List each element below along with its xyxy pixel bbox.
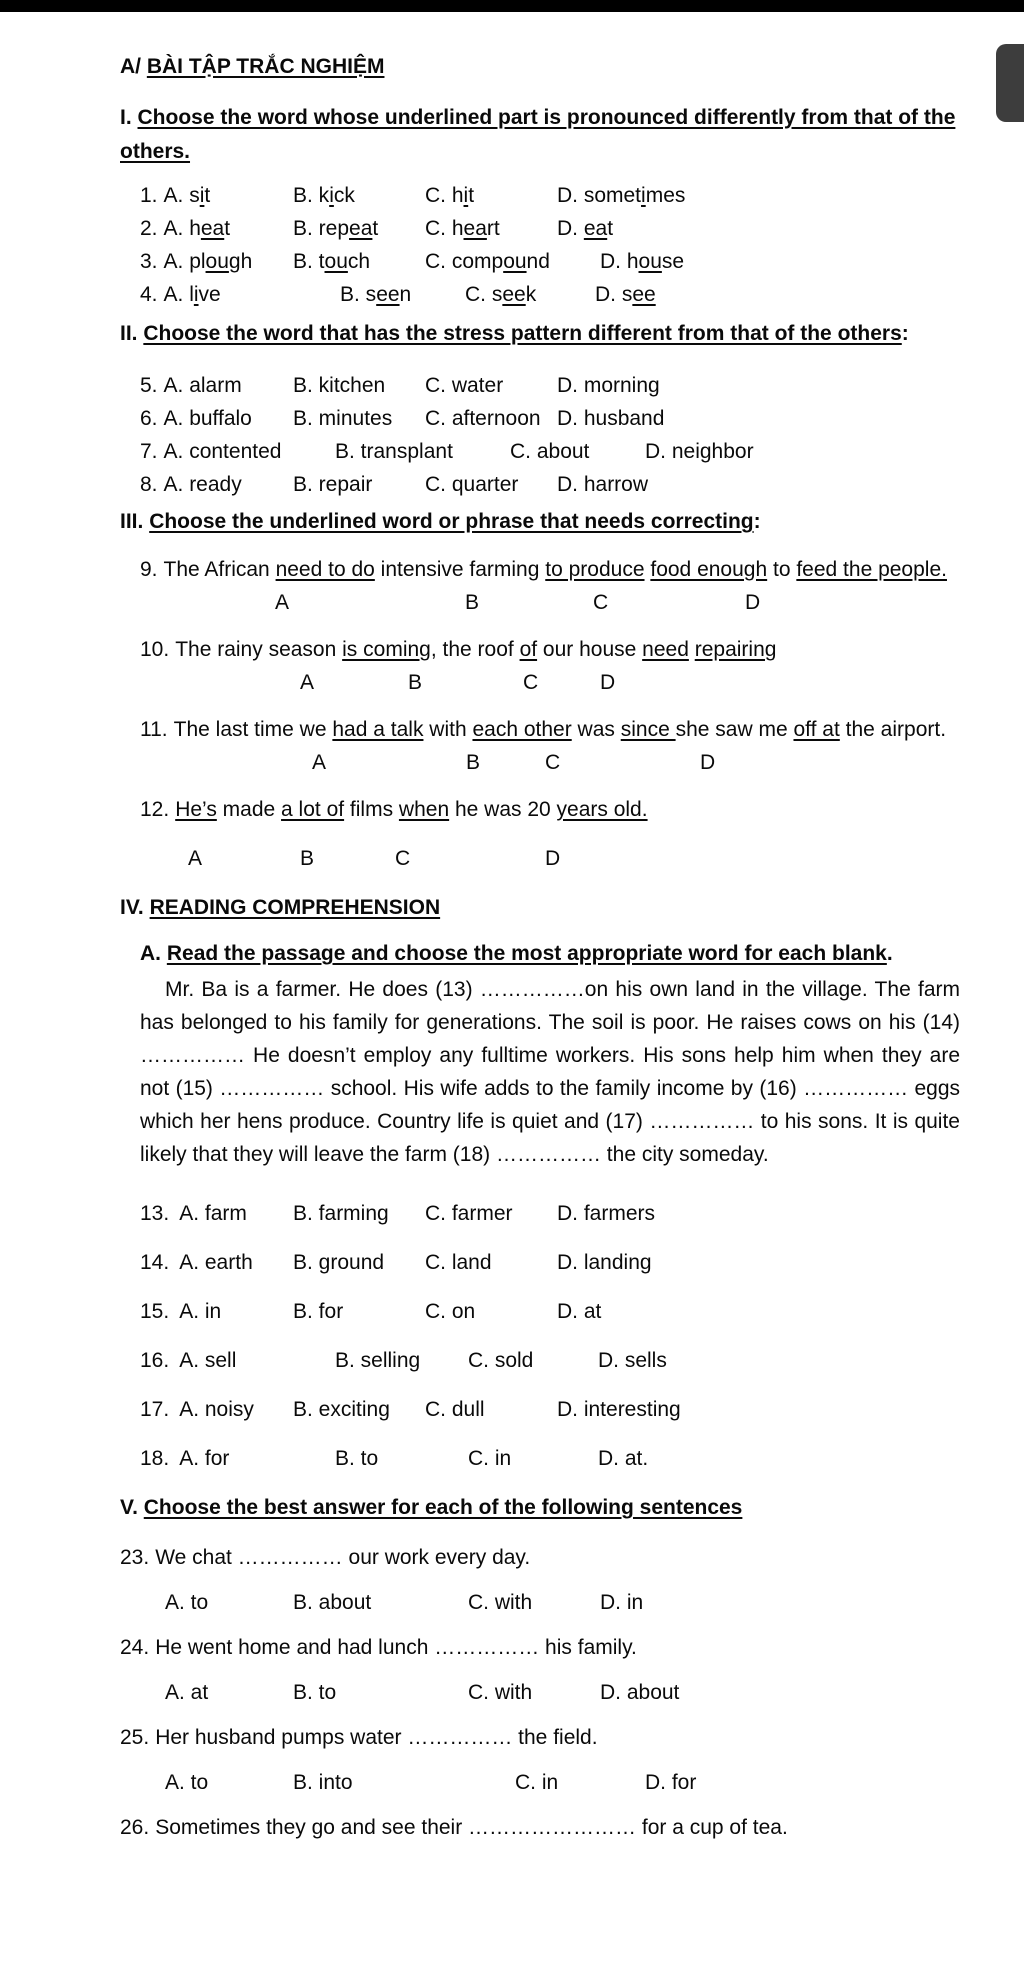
q8-option-c: C. quarter (425, 473, 519, 496)
q24-option-d: D. about (600, 1681, 680, 1704)
q17-number: 17. (140, 1398, 170, 1421)
q25-number: 25. (120, 1726, 150, 1749)
question-23 (120, 1541, 960, 1619)
question-4-row (140, 278, 960, 311)
question-25-text-line (120, 1721, 960, 1754)
question-25-options (165, 1766, 960, 1799)
q15-number: 15. (140, 1300, 170, 1323)
q5-option-b: B. kitchen (293, 374, 386, 397)
q17-option-a (140, 1393, 293, 1426)
q15-option-c: C. on (425, 1300, 476, 1323)
reading-passage: Mr. Ba is a farmer. He does (13) ……………on his own land in the village. The farm has belonged to his family for generations. The soil is poor. He raises cows on his (14) …………… He doesn’t employ any fulltime workers. His sons help him when they are not (15) …………… school. His wife adds to the family income by (16) …………… eggs which her hens produce. Country life is quiet and (17) …………… to his sons. It is quite likely that they will leave the farm (18) …………… the city someday. (140, 978, 960, 1166)
q1-option-a (140, 179, 293, 212)
q18-option-a-text: A. for (179, 1447, 230, 1470)
question-12-choices (120, 842, 960, 875)
q4-option-a (140, 278, 340, 311)
section-3-heading-text: Choose the underlined word or phrase that needs correcting (149, 510, 754, 533)
q13-option-d: D. farmers (557, 1202, 656, 1225)
q16-option-a-text: A. sell (179, 1349, 237, 1372)
q14-option-a (140, 1246, 293, 1279)
q4-option-b: B. seen (340, 283, 412, 306)
q25-text: Her husband pumps water …………… the field. (155, 1726, 598, 1749)
q4-option-c: C. seek (465, 283, 537, 306)
q10-choice-b-label: B (408, 671, 423, 694)
q25-option-d: D. for (645, 1771, 697, 1794)
q18-option-c: C. in (468, 1447, 512, 1470)
q25-option-c: C. in (515, 1771, 559, 1794)
section-3-heading-suffix: : (753, 510, 761, 533)
q24-option-b: B. to (293, 1681, 337, 1704)
q8-option-a (140, 468, 293, 501)
q8-number: 8. (140, 473, 158, 496)
q6-number: 6. (140, 407, 158, 430)
section-5-number: V. (120, 1496, 144, 1519)
q18-option-a (140, 1442, 335, 1475)
q23-option-a: A. to (165, 1591, 209, 1614)
section-5-heading (120, 1491, 960, 1525)
q4-option-d: D. see (595, 283, 656, 306)
q1-option-b: B. kick (293, 184, 355, 207)
q9-choice-d-label: D (745, 591, 761, 614)
section-1-heading (120, 101, 960, 169)
q4-option-a-text: A. live (163, 283, 221, 306)
q5-option-c: C. water (425, 374, 504, 397)
question-24-text-line (120, 1631, 960, 1664)
q17-option-b: B. exciting (293, 1398, 390, 1421)
section-3-number: III. (120, 510, 150, 533)
q14-option-a-text: A. earth (179, 1251, 253, 1274)
q7-option-a (140, 435, 335, 468)
q13-option-a-text: A. farm (179, 1202, 247, 1225)
q6-option-d: D. husband (557, 407, 665, 430)
section-4-heading-text: READING COMPREHENSION (149, 896, 441, 919)
q2-option-a (140, 212, 293, 245)
question-8-row (140, 468, 960, 501)
q5-option-a (140, 369, 293, 402)
question-15-row (140, 1295, 960, 1328)
section-4a-heading-suffix: . (886, 942, 893, 965)
q23-text: We chat …………… our work every day. (155, 1546, 531, 1569)
q7-option-d: D. neighbor (645, 440, 754, 463)
q23-number: 23. (120, 1546, 150, 1569)
section-2-heading-suffix: : (901, 322, 909, 345)
q2-number: 2. (140, 217, 158, 240)
q2-option-d: D. eat (557, 217, 614, 240)
question-11-choices (120, 746, 960, 779)
question-13-row (140, 1197, 960, 1230)
q6-option-b: B. minutes (293, 407, 393, 430)
q1-option-a-text: A. sit (163, 184, 211, 207)
q16-option-b: B. selling (335, 1349, 421, 1372)
q11-choice-d-label: D (700, 751, 716, 774)
q11-choice-a-label: A (312, 751, 327, 774)
question-12 (120, 793, 960, 875)
q18-option-d: D. at. (598, 1447, 649, 1470)
section-4-number: IV. (120, 896, 150, 919)
section-1-number: I. (120, 106, 138, 129)
q24-text: He went home and had lunch …………… his family. (155, 1636, 637, 1659)
question-2-row (140, 212, 960, 245)
q10-number: 10. (140, 638, 170, 661)
q23-option-d: D. in (600, 1591, 644, 1614)
question-9-choices (120, 586, 960, 619)
q15-option-d: D. at (557, 1300, 602, 1323)
question-24-options (165, 1676, 960, 1709)
q23-option-b: B. about (293, 1591, 372, 1614)
q26-text: Sometimes they go and see their …………………… for a cup of tea. (155, 1816, 788, 1839)
q7-option-c: C. about (510, 440, 590, 463)
section-1-heading-text: Choose the word whose underlined part is pronounced differently from that of the others. (120, 106, 956, 163)
question-14-row (140, 1246, 960, 1279)
document-title (120, 50, 960, 83)
question-10-choices (120, 666, 960, 699)
section-4a-heading-text: Read the passage and choose the most appropriate word for each blank (166, 942, 887, 965)
q9-choice-a-label: A (275, 591, 290, 614)
q14-option-b: B. ground (293, 1251, 385, 1274)
section-2-heading-text: Choose the word that has the stress pattern different from that of the others (143, 322, 902, 345)
q25-option-a: A. to (165, 1771, 209, 1794)
q5-option-d: D. morning (557, 374, 660, 397)
q11-choice-c-label: C (545, 751, 561, 774)
question-23-options (165, 1586, 960, 1619)
q13-option-b: B. farming (293, 1202, 389, 1225)
question-12-sentence (140, 793, 960, 826)
document-title-prefix: A/ (120, 55, 147, 78)
q10-choice-c-label: C (523, 671, 539, 694)
question-7-row (140, 435, 960, 468)
q13-number: 13. (140, 1202, 170, 1225)
question-6-row (140, 402, 960, 435)
q17-option-a-text: A. noisy (179, 1398, 254, 1421)
q3-option-a-text: A. plough (163, 250, 253, 273)
section-4a-number: A. (140, 942, 167, 965)
q1-option-c: C. hit (425, 184, 475, 207)
document-title-text: BÀI TẬP TRẮC NGHIỆM (146, 55, 385, 78)
q18-option-b: B. to (335, 1447, 379, 1470)
q8-option-a-text: A. ready (163, 473, 242, 496)
q3-option-a (140, 245, 293, 278)
q4-number: 4. (140, 283, 158, 306)
q13-option-a (140, 1197, 293, 1230)
question-1-row (140, 179, 960, 212)
q24-number: 24. (120, 1636, 150, 1659)
q12-choice-a-label: A (188, 847, 203, 870)
q9-text: The African need to do intensive farming to produce food enough to feed the people. (163, 558, 947, 581)
q24-option-a: A. at (165, 1681, 209, 1704)
question-24 (120, 1631, 960, 1709)
q26-number: 26. (120, 1816, 150, 1839)
q11-number: 11. (140, 718, 168, 741)
question-10 (120, 633, 960, 699)
q8-option-d: D. harrow (557, 473, 649, 496)
q9-choice-c-label: C (593, 591, 609, 614)
question-5-row (140, 369, 960, 402)
q5-number: 5. (140, 374, 158, 397)
q15-option-b: B. for (293, 1300, 344, 1323)
q6-option-a (140, 402, 293, 435)
q14-number: 14. (140, 1251, 170, 1274)
q17-option-c: C. dull (425, 1398, 485, 1421)
q25-option-b: B. into (293, 1771, 353, 1794)
question-11 (120, 713, 960, 779)
q10-choice-a-label: A (300, 671, 315, 694)
section-4a-heading (140, 937, 960, 971)
q24-option-c: C. with (468, 1681, 533, 1704)
section-2-number: II. (120, 322, 144, 345)
question-11-sentence (140, 713, 960, 746)
question-23-text-line (120, 1541, 960, 1574)
question-10-sentence (140, 633, 960, 666)
q12-choice-c-label: C (395, 847, 411, 870)
q7-option-b: B. transplant (335, 440, 453, 463)
q6-option-a-text: A. buffalo (163, 407, 252, 430)
q7-option-a-text: A. contented (163, 440, 282, 463)
question-16-row (140, 1344, 960, 1377)
q16-option-c: C. sold (468, 1349, 534, 1372)
q2-option-a-text: A. heat (163, 217, 231, 240)
q17-option-d: D. interesting (557, 1398, 681, 1421)
q12-text: He’s made a lot of films when he was 20 years old. (175, 798, 648, 821)
q3-option-b: B. touch (293, 250, 371, 273)
question-18-row (140, 1442, 960, 1475)
q1-option-d: D. sometimes (557, 184, 686, 207)
q5-option-a-text: A. alarm (163, 374, 242, 397)
question-9-sentence (140, 553, 960, 586)
q11-text: The last time we had a talk with each other was since she saw me off at the airport. (173, 718, 947, 741)
q16-option-a (140, 1344, 335, 1377)
q1-number: 1. (140, 184, 158, 207)
section-3-heading (120, 505, 960, 539)
q18-number: 18. (140, 1447, 170, 1470)
q16-option-d: D. sells (598, 1349, 667, 1372)
q15-option-a-text: A. in (179, 1300, 222, 1323)
section-5-heading-text: Choose the best answer for each of the following sentences (143, 1496, 743, 1519)
q12-number: 12. (140, 798, 170, 821)
q14-option-d: D. landing (557, 1251, 652, 1274)
question-25 (120, 1721, 960, 1799)
q15-option-a (140, 1295, 293, 1328)
q6-option-c: C. afternoon (425, 407, 541, 430)
q23-option-c: C. with (468, 1591, 533, 1614)
q16-number: 16. (140, 1349, 170, 1372)
question-26-partial (120, 1811, 960, 1844)
q8-option-b: B. repair (293, 473, 373, 496)
q7-number: 7. (140, 440, 158, 463)
section-4-heading (120, 891, 960, 925)
q3-number: 3. (140, 250, 158, 273)
q9-number: 9. (140, 558, 158, 581)
q2-option-c: C. heart (425, 217, 500, 240)
q9-choice-b-label: B (465, 591, 480, 614)
question-3-row (140, 245, 960, 278)
question-17-row (140, 1393, 960, 1426)
q2-option-b: B. repeat (293, 217, 379, 240)
q12-choice-d-label: D (545, 847, 561, 870)
q3-option-c: C. compound (425, 250, 550, 273)
q13-option-c: C. farmer (425, 1202, 513, 1225)
section-2-heading (120, 317, 960, 351)
q10-choice-d-label: D (600, 671, 616, 694)
q11-choice-b-label: B (466, 751, 481, 774)
question-9 (120, 553, 960, 619)
q10-text: The rainy season is coming, the roof of our house need repairing (175, 638, 777, 661)
q3-option-d: D. house (600, 250, 685, 273)
q12-choice-b-label: B (300, 847, 315, 870)
q14-option-c: C. land (425, 1251, 492, 1274)
